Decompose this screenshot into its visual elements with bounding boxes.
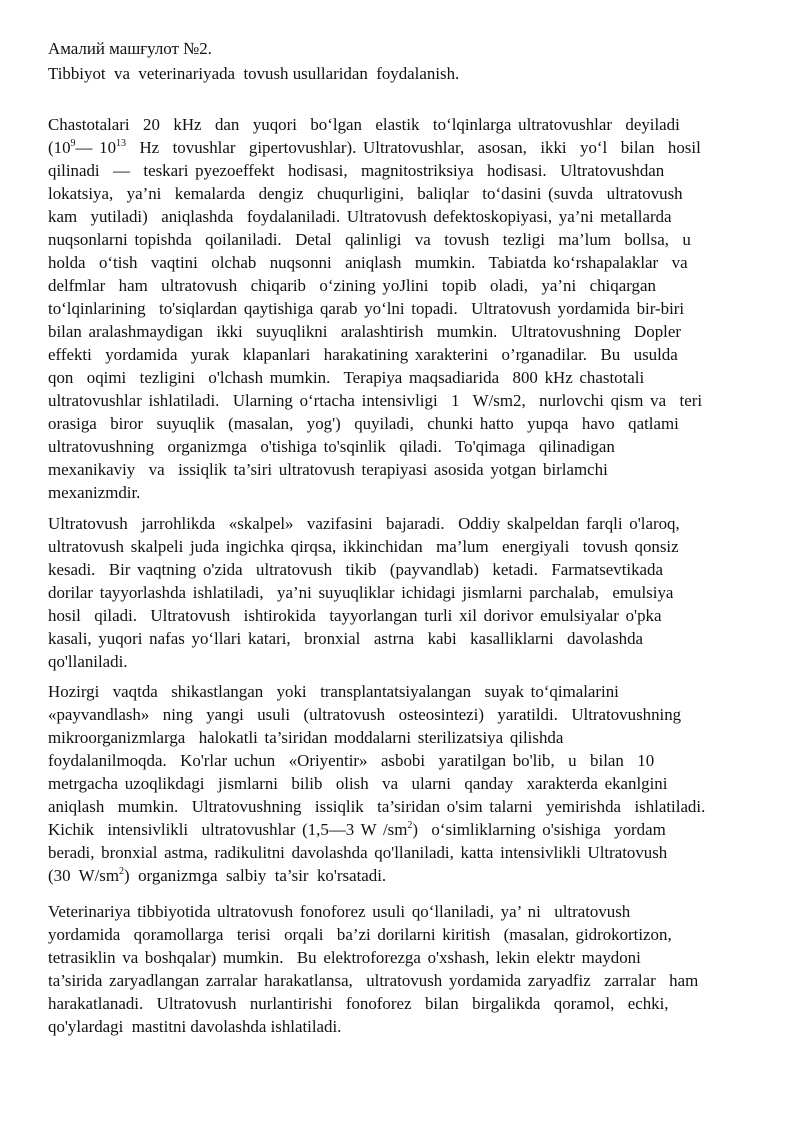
superscript-exponent: 2 <box>407 820 413 831</box>
paragraph-1-line: to‘lqinlarining to'siqlardan qaytishiga qarab yo‘lni topadi. Ultratovush yordamida bir-biri <box>48 299 685 318</box>
superscript-exponent: 13 <box>116 138 127 149</box>
paragraph-2-line: kesadi. Bir vaqtning o'zida ultratovush tikib (payvandlab) ketadi. Farmatsevtikada <box>48 560 663 579</box>
paragraph-2-line: qo'llaniladi. <box>48 652 128 671</box>
paragraph-3-line: foydalanilmoqda. Ko'rlar uchun «Oriyentir» asbobi yaratilgan bo'lib, u bilan 10 <box>48 751 655 770</box>
paragraph-1-line: mexanizmdir. <box>48 483 141 502</box>
paragraph-3-line: beradi, bronxial astma, radikulitni davolashda qo'llaniladi, katta intensivlikli Ultratovush <box>48 843 668 862</box>
paragraph-2-line: Ultratovush jarrohlikda «skalpel» vazifasini bajaradi. Oddiy skalpeldan farqli o'laroq, <box>48 514 680 533</box>
paragraph-2-line: kasali, yuqori nafas yo‘llari katari, bronxial astrna kabi kasalliklarni davolashda <box>48 629 644 648</box>
superscript-exponent: 9 <box>70 138 76 149</box>
paragraph-1-line: ultratovushning organizmga o'tishiga to'sqinlik qiladi. To'qimaga qilinadigan <box>48 437 615 456</box>
lesson-topic: Tibbiyot va veterinariyada tovush usullaridan foydalanish. <box>48 64 460 83</box>
paragraph-1-line: bilan aralashmaydigan ikki suyuqlikni aralashtirish mumkin. Ultratovushning Dopler <box>48 322 681 341</box>
lesson-heading: Амалий машғулот №2. <box>48 39 212 58</box>
paragraph-2-line: ultratovush skalpeli juda ingichka qirqsa, ikkinchidan ma’lum energiyali tovush qonsiz <box>48 537 679 556</box>
paragraph-3-line: mikroorganizmlarga halokatli ta’siridan moddalarni sterilizatsiya qilishda <box>48 728 564 747</box>
paragraph-2-line: dorilar tayyorlashda ishlatiladi, ya’ni suyuqliklar ichidagi jismlarni parchalab, emulsiya <box>48 583 674 602</box>
paragraph-3-line: Hozirgi vaqtda shikastlangan yoki transplantatsiyalangan suyak to‘qimalarini <box>48 682 619 701</box>
paragraph-3-line: (30 $W/sm^2$) organizmga salbiy ta’sir ko'rsatadi. <box>48 866 387 885</box>
paragraph-4-line: qo'ylardagi mastitni davolashda ishlatiladi. <box>48 1017 342 1036</box>
paragraph-1-line: orasiga biror suyuqlik (masalan, yog') quyiladi, chunki hatto yupqa havo qatlami <box>48 414 679 433</box>
paragraph-3-line: metrgacha uzoqlikdagi jismlarni bilib olish va ularni qanday xarakterda ekanlgini <box>48 774 668 793</box>
paragraph-1-line: ultratovushlar ishlatiladi. Ularning o‘rtacha intensivligi 1 W/sm2, nurlovchi qism va teri <box>48 391 703 410</box>
paragraph-1-line: holda o‘tish vaqtini olchab nuqsonni aniqlash mumkin. Tabiatda ko‘rshapalaklar va <box>48 253 688 272</box>
paragraph-4-line: harakatlanadi. Ultratovush nurlantirishi fonoforez bilan birgalikda qoramol, echki, <box>48 994 669 1013</box>
paragraph-1-line: ($10^9—$ $10^{13}$ Hz tovushlar gipertovushlar). Ultratovushlar, asosan, ikki yo‘l bilan hosil <box>48 138 701 157</box>
paragraph-1-line: delfmlar ham ultratovush chiqarib o‘zining yoJlini topib oladi, ya’ni chiqargan <box>48 276 656 295</box>
paragraph-3-line: aniqlash mumkin. Ultratovushning issiqlik ta’siridan o'sim talarni yemirishda ishlatiladi. <box>48 797 706 816</box>
paragraph-1-line: lokatsiya, ya’ni kemalarda dengiz chuqurligini, baliqlar to‘dasini (suvda ultratovush <box>48 184 683 203</box>
paragraph-4-line: ta’sirida zaryadlangan zarralar harakatlansa, ultratovush yordamida zaryadfiz zarralar ham <box>48 971 699 990</box>
paragraph-1-line: mexanikaviy va issiqlik ta’siri ultratovush terapiyasi asosida yotgan birlamchi <box>48 460 608 479</box>
paragraph-1-line: nuqsonlarni topishda qoilaniladi. Detal qalinligi va tovush tezligi ma’lum bollsa, u <box>48 230 691 249</box>
paragraph-1-line: qon oqimi tezligini o'lchash mumkin. Terapiya maqsadiarida 800 kHz chastotali <box>48 368 645 387</box>
paragraph-4-line: tetrasiklin va boshqalar) mumkin. Bu elektroforezga o'xshash, lekin elektr maydoni <box>48 948 641 967</box>
paragraph-1-line: kam yutiladi) aniqlashda foydalaniladi. Ultratovush defektoskopiyasi, ya’ni metallarda <box>48 207 672 226</box>
superscript-exponent: 2 <box>119 866 125 877</box>
paragraph-3-line: «payvandlash» ning yangi usuli (ultratovush osteosintezi) yaratildi. Ultratovushning <box>48 705 682 724</box>
paragraph-3-line: Kichik intensivlikli ultratovushlar (1,5—3 W $/sm^2$) o‘simliklarning o'sishiga yordam <box>48 820 666 839</box>
paragraph-4-line: Veterinariya tibbiyotida ultratovush fonoforez usuli qo‘llaniladi, ya’ ni ultratovush <box>48 902 631 921</box>
paragraph-1-line: effekti yordamida yurak klapanlari harakatining xarakterini o’rganadilar. Bu usulda <box>48 345 678 364</box>
paragraph-1-line: Chastotalari 20 kHz dan yuqori bo‘lgan elastik to‘lqinlarga ultratovushlar deyiladi <box>48 115 680 134</box>
paragraph-1-line: qilinadi — teskari pyezoeffekt hodisasi, magnitostriksiya hodisasi. Ultratovushdan <box>48 161 665 180</box>
paragraph-4-line: yordamida qoramollarga terisi orqali ba’zi dorilarni kiritish (masalan, gidrokortizon, <box>48 925 672 944</box>
paragraph-2-line: hosil qiladi. Ultratovush ishtirokida tayyorlangan turli xil dorivor emulsiyalar o'pka <box>48 606 662 625</box>
